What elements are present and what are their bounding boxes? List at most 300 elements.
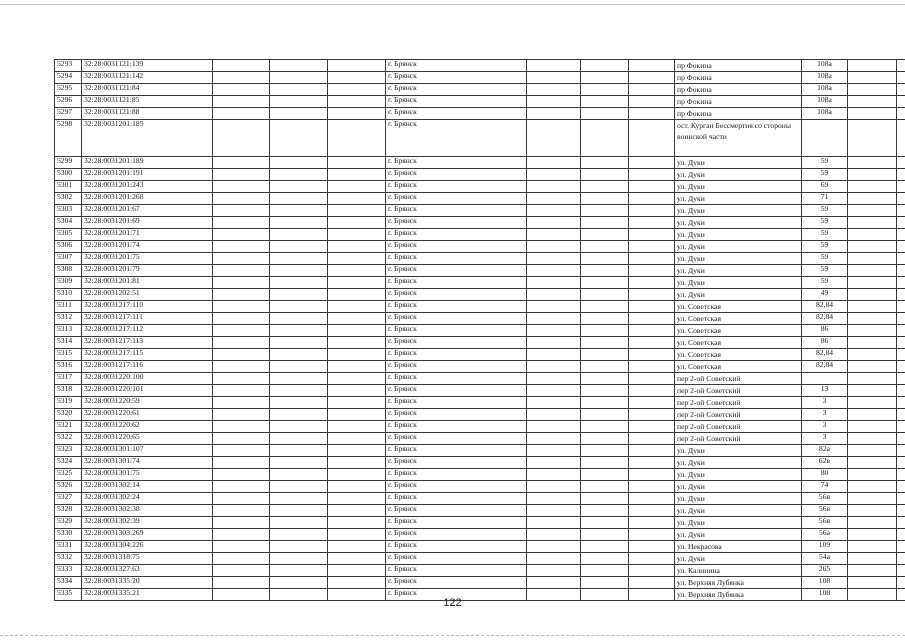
empty-cell bbox=[848, 397, 897, 409]
empty-cell bbox=[629, 517, 675, 529]
empty-cell bbox=[581, 541, 629, 553]
cadastral-number-cell: 32:28:0031217:115 bbox=[82, 349, 213, 361]
house-number-cell: 69 bbox=[802, 181, 848, 193]
empty-cell bbox=[848, 421, 897, 433]
table-row bbox=[55, 433, 905, 445]
city-cell: г. Брянск bbox=[386, 529, 527, 541]
empty-cell bbox=[848, 277, 897, 289]
empty-cell bbox=[629, 277, 675, 289]
table-row bbox=[55, 229, 905, 241]
house-number-cell: 59 bbox=[802, 157, 848, 169]
empty-cell bbox=[897, 120, 905, 157]
cadastral-number-cell: 32:28:0031201:69 bbox=[82, 217, 213, 229]
row-number-cell: 5319 bbox=[55, 397, 82, 409]
empty-cell bbox=[848, 469, 897, 481]
empty-cell bbox=[629, 337, 675, 349]
empty-cell bbox=[897, 481, 905, 493]
street-cell: ул. Дуки bbox=[675, 517, 802, 529]
scan-edge-top bbox=[0, 4, 905, 6]
house-number-cell: 82,84 bbox=[802, 313, 848, 325]
empty-cell bbox=[897, 577, 905, 589]
table-row bbox=[55, 60, 905, 72]
street-cell: ул. Дуки bbox=[675, 445, 802, 457]
empty-cell bbox=[213, 541, 270, 553]
cadastral-number-cell: 32:28:0031220:65 bbox=[82, 433, 213, 445]
house-number-cell: 54а bbox=[802, 553, 848, 565]
empty-cell bbox=[629, 409, 675, 421]
empty-cell bbox=[213, 60, 270, 72]
empty-cell bbox=[581, 349, 629, 361]
empty-cell bbox=[629, 108, 675, 120]
empty-cell bbox=[581, 313, 629, 325]
empty-cell bbox=[581, 205, 629, 217]
table-row bbox=[55, 349, 905, 361]
empty-cell bbox=[629, 205, 675, 217]
empty-cell bbox=[581, 277, 629, 289]
empty-cell bbox=[328, 565, 386, 577]
empty-cell bbox=[270, 325, 328, 337]
empty-cell bbox=[270, 120, 328, 157]
table-row bbox=[55, 337, 905, 349]
empty-cell bbox=[897, 349, 905, 361]
empty-cell bbox=[270, 289, 328, 301]
empty-cell bbox=[213, 373, 270, 385]
empty-cell bbox=[581, 325, 629, 337]
cadastral-number-cell: 32:28:0031201:189 bbox=[82, 157, 213, 169]
empty-cell bbox=[629, 565, 675, 577]
empty-cell bbox=[629, 301, 675, 313]
empty-cell bbox=[328, 409, 386, 421]
empty-cell bbox=[213, 529, 270, 541]
empty-cell bbox=[270, 349, 328, 361]
empty-cell bbox=[213, 505, 270, 517]
row-number-cell: 5303 bbox=[55, 205, 82, 217]
empty-cell bbox=[848, 265, 897, 277]
cadastral-number-cell: 32:28:0031335:21 bbox=[82, 589, 213, 601]
cadastral-number-cell: 32:28:0031220:101 bbox=[82, 385, 213, 397]
empty-cell bbox=[328, 72, 386, 84]
empty-cell bbox=[213, 445, 270, 457]
empty-cell bbox=[213, 157, 270, 169]
cadastral-number-cell: 32:28:0031301:75 bbox=[82, 469, 213, 481]
city-cell: г. Брянск bbox=[386, 589, 527, 601]
empty-cell bbox=[527, 169, 581, 181]
empty-cell bbox=[897, 529, 905, 541]
empty-cell bbox=[270, 505, 328, 517]
empty-cell bbox=[328, 541, 386, 553]
street-cell: ул. Дуки bbox=[675, 265, 802, 277]
cadastral-number-cell: 32:28:0031121:85 bbox=[82, 96, 213, 108]
table-row bbox=[55, 289, 905, 301]
row-number-cell: 5308 bbox=[55, 265, 82, 277]
city-cell: г. Брянск bbox=[386, 397, 527, 409]
empty-cell bbox=[328, 361, 386, 373]
cadastral-number-cell: 32:28:0031201:71 bbox=[82, 229, 213, 241]
empty-cell bbox=[328, 96, 386, 108]
table-row bbox=[55, 409, 905, 421]
empty-cell bbox=[270, 157, 328, 169]
city-cell: г. Брянск bbox=[386, 565, 527, 577]
empty-cell bbox=[328, 181, 386, 193]
cadastral-number-cell: 32:28:0031201:185 bbox=[82, 120, 213, 157]
empty-cell bbox=[848, 84, 897, 96]
empty-cell bbox=[270, 397, 328, 409]
table-row bbox=[55, 72, 905, 84]
empty-cell bbox=[629, 181, 675, 193]
row-number-cell: 5326 bbox=[55, 481, 82, 493]
city-cell: г. Брянск bbox=[386, 277, 527, 289]
house-number-cell: 109 bbox=[802, 541, 848, 553]
empty-cell bbox=[328, 433, 386, 445]
table-row bbox=[55, 397, 905, 409]
empty-cell bbox=[527, 205, 581, 217]
empty-cell bbox=[848, 361, 897, 373]
row-number-cell: 5305 bbox=[55, 229, 82, 241]
house-number-cell: 59 bbox=[802, 217, 848, 229]
empty-cell bbox=[848, 313, 897, 325]
cadastral-number-cell: 32:28:0031201:74 bbox=[82, 241, 213, 253]
cadastral-number-cell: 32:28:0031302:14 bbox=[82, 481, 213, 493]
empty-cell bbox=[897, 325, 905, 337]
empty-cell bbox=[213, 253, 270, 265]
city-cell: г. Брянск bbox=[386, 229, 527, 241]
scan-edge-bottom bbox=[0, 635, 905, 637]
empty-cell bbox=[270, 457, 328, 469]
empty-cell bbox=[581, 301, 629, 313]
empty-cell bbox=[629, 217, 675, 229]
empty-cell bbox=[629, 457, 675, 469]
empty-cell bbox=[270, 481, 328, 493]
empty-cell bbox=[527, 409, 581, 421]
cadastral-number-cell: 32:28:0031217:116 bbox=[82, 361, 213, 373]
empty-cell bbox=[527, 253, 581, 265]
empty-cell bbox=[270, 181, 328, 193]
empty-cell bbox=[270, 313, 328, 325]
table-row bbox=[55, 301, 905, 313]
city-cell: г. Брянск bbox=[386, 409, 527, 421]
empty-cell bbox=[629, 60, 675, 72]
house-number-cell: 108а bbox=[802, 84, 848, 96]
street-cell: ул. Дуки bbox=[675, 469, 802, 481]
empty-cell bbox=[848, 217, 897, 229]
cadastral-number-cell: 32:28:0031201:81 bbox=[82, 277, 213, 289]
row-number-cell: 5335 bbox=[55, 589, 82, 601]
city-cell: г. Брянск bbox=[386, 265, 527, 277]
empty-cell bbox=[328, 301, 386, 313]
empty-cell bbox=[629, 96, 675, 108]
cadastral-number-cell: 32:28:0031202:51 bbox=[82, 289, 213, 301]
cadastral-number-cell: 32:28:0031318:75 bbox=[82, 553, 213, 565]
city-cell: г. Брянск bbox=[386, 241, 527, 253]
house-number-cell: 3 bbox=[802, 397, 848, 409]
table-row bbox=[55, 493, 905, 505]
empty-cell bbox=[848, 337, 897, 349]
house-number-cell: 108 bbox=[802, 577, 848, 589]
city-cell: г. Брянск bbox=[386, 169, 527, 181]
empty-cell bbox=[270, 565, 328, 577]
empty-cell bbox=[629, 553, 675, 565]
empty-cell bbox=[270, 385, 328, 397]
empty-cell bbox=[328, 205, 386, 217]
city-cell: г. Брянск bbox=[386, 84, 527, 96]
empty-cell bbox=[527, 517, 581, 529]
empty-cell bbox=[328, 289, 386, 301]
house-number-cell: 82а bbox=[802, 445, 848, 457]
empty-cell bbox=[897, 96, 905, 108]
house-number-cell: 82,84 bbox=[802, 301, 848, 313]
city-cell: г. Брянск bbox=[386, 505, 527, 517]
empty-cell bbox=[629, 433, 675, 445]
empty-cell bbox=[270, 96, 328, 108]
empty-cell bbox=[629, 385, 675, 397]
cadastral-number-cell: 32:28:0031217:113 bbox=[82, 337, 213, 349]
empty-cell bbox=[270, 169, 328, 181]
table-row bbox=[55, 385, 905, 397]
cadastral-number-cell: 32:28:0031121:139 bbox=[82, 60, 213, 72]
empty-cell bbox=[328, 193, 386, 205]
empty-cell bbox=[328, 84, 386, 96]
empty-cell bbox=[527, 301, 581, 313]
street-cell: пер 2-ой Советский bbox=[675, 397, 802, 409]
table-row bbox=[55, 361, 905, 373]
empty-cell bbox=[328, 553, 386, 565]
empty-cell bbox=[527, 193, 581, 205]
empty-cell bbox=[270, 517, 328, 529]
empty-cell bbox=[897, 265, 905, 277]
cadastral-number-cell: 32:28:0031201:191 bbox=[82, 169, 213, 181]
empty-cell bbox=[897, 253, 905, 265]
table-row bbox=[55, 84, 905, 96]
empty-cell bbox=[848, 325, 897, 337]
row-number-cell: 5302 bbox=[55, 193, 82, 205]
row-number-cell: 5329 bbox=[55, 517, 82, 529]
row-number-cell: 5333 bbox=[55, 565, 82, 577]
row-number-cell: 5297 bbox=[55, 108, 82, 120]
empty-cell bbox=[629, 397, 675, 409]
empty-cell bbox=[213, 120, 270, 157]
street-cell: ул. Верхняя Лубянка bbox=[675, 589, 802, 601]
table-row bbox=[55, 541, 905, 553]
cadastral-number-cell: 32:28:0031220:61 bbox=[82, 409, 213, 421]
empty-cell bbox=[270, 84, 328, 96]
street-cell: ул. Дуки bbox=[675, 157, 802, 169]
empty-cell bbox=[213, 313, 270, 325]
empty-cell bbox=[527, 577, 581, 589]
row-number-cell: 5296 bbox=[55, 96, 82, 108]
empty-cell bbox=[848, 541, 897, 553]
table-row bbox=[55, 553, 905, 565]
street-cell: ул. Дуки bbox=[675, 169, 802, 181]
row-number-cell: 5306 bbox=[55, 241, 82, 253]
row-number-cell: 5294 bbox=[55, 72, 82, 84]
empty-cell bbox=[213, 421, 270, 433]
empty-cell bbox=[527, 60, 581, 72]
empty-cell bbox=[328, 481, 386, 493]
empty-cell bbox=[270, 553, 328, 565]
empty-cell bbox=[213, 277, 270, 289]
empty-cell bbox=[581, 373, 629, 385]
empty-cell bbox=[848, 120, 897, 157]
empty-cell bbox=[848, 108, 897, 120]
empty-cell bbox=[213, 193, 270, 205]
page-number: 122 bbox=[443, 597, 462, 609]
house-number-cell: 86 bbox=[802, 325, 848, 337]
empty-cell bbox=[527, 373, 581, 385]
house-number-cell: 108а bbox=[802, 72, 848, 84]
empty-cell bbox=[848, 60, 897, 72]
empty-cell bbox=[527, 157, 581, 169]
empty-cell bbox=[897, 553, 905, 565]
empty-cell bbox=[213, 265, 270, 277]
empty-cell bbox=[213, 241, 270, 253]
city-cell: г. Брянск bbox=[386, 385, 527, 397]
empty-cell bbox=[328, 457, 386, 469]
row-number-cell: 5313 bbox=[55, 325, 82, 337]
empty-cell bbox=[629, 529, 675, 541]
empty-cell bbox=[581, 265, 629, 277]
street-cell: пер 2-ой Советский bbox=[675, 433, 802, 445]
row-number-cell: 5315 bbox=[55, 349, 82, 361]
table-row bbox=[55, 373, 905, 385]
empty-cell bbox=[213, 409, 270, 421]
empty-cell bbox=[213, 517, 270, 529]
empty-cell bbox=[527, 421, 581, 433]
empty-cell bbox=[328, 253, 386, 265]
house-number-cell bbox=[802, 373, 848, 385]
empty-cell bbox=[213, 361, 270, 373]
empty-cell bbox=[848, 72, 897, 84]
empty-cell bbox=[581, 505, 629, 517]
empty-cell bbox=[581, 60, 629, 72]
empty-cell bbox=[848, 289, 897, 301]
empty-cell bbox=[629, 481, 675, 493]
row-number-cell: 5307 bbox=[55, 253, 82, 265]
empty-cell bbox=[848, 205, 897, 217]
row-number-cell: 5304 bbox=[55, 217, 82, 229]
empty-cell bbox=[213, 181, 270, 193]
empty-cell bbox=[897, 517, 905, 529]
row-number-cell: 5311 bbox=[55, 301, 82, 313]
street-cell: пр Фокина bbox=[675, 72, 802, 84]
empty-cell bbox=[213, 108, 270, 120]
street-cell: ул. Дуки bbox=[675, 193, 802, 205]
house-number-cell: 56в bbox=[802, 493, 848, 505]
row-number-cell: 5330 bbox=[55, 529, 82, 541]
empty-cell bbox=[848, 301, 897, 313]
empty-cell bbox=[270, 577, 328, 589]
row-number-cell: 5316 bbox=[55, 361, 82, 373]
empty-cell bbox=[527, 553, 581, 565]
city-cell: г. Брянск bbox=[386, 433, 527, 445]
row-number-cell: 5314 bbox=[55, 337, 82, 349]
empty-cell bbox=[328, 337, 386, 349]
row-number-cell: 5298 bbox=[55, 120, 82, 157]
row-number-cell: 5318 bbox=[55, 385, 82, 397]
empty-cell bbox=[328, 241, 386, 253]
empty-cell bbox=[527, 361, 581, 373]
row-number-cell: 5300 bbox=[55, 169, 82, 181]
city-cell: г. Брянск bbox=[386, 577, 527, 589]
house-number-cell: 71 bbox=[802, 193, 848, 205]
city-cell: г. Брянск bbox=[386, 193, 527, 205]
empty-cell bbox=[629, 469, 675, 481]
cadastral-number-cell: 32:28:0031301:107 bbox=[82, 445, 213, 457]
city-cell: г. Брянск bbox=[386, 445, 527, 457]
cadastral-number-cell: 32:28:0031301:74 bbox=[82, 457, 213, 469]
street-cell: ул. Дуки bbox=[675, 217, 802, 229]
empty-cell bbox=[213, 397, 270, 409]
empty-cell bbox=[897, 421, 905, 433]
empty-cell bbox=[629, 349, 675, 361]
empty-cell bbox=[527, 181, 581, 193]
house-number-cell: 56а bbox=[802, 529, 848, 541]
empty-cell bbox=[328, 277, 386, 289]
empty-cell bbox=[328, 217, 386, 229]
table-row bbox=[55, 529, 905, 541]
empty-cell bbox=[629, 120, 675, 157]
empty-cell bbox=[527, 505, 581, 517]
street-cell: пер 2-ой Советский bbox=[675, 373, 802, 385]
cadastral-number-cell: 32:28:0031121:142 bbox=[82, 72, 213, 84]
empty-cell bbox=[328, 157, 386, 169]
cadastral-number-cell: 32:28:0031302:24 bbox=[82, 493, 213, 505]
row-number-cell: 5323 bbox=[55, 445, 82, 457]
empty-cell bbox=[629, 289, 675, 301]
empty-cell bbox=[213, 433, 270, 445]
cadastral-number-cell: 32:28:0031217:112 bbox=[82, 325, 213, 337]
empty-cell bbox=[581, 181, 629, 193]
table-row bbox=[55, 445, 905, 457]
empty-cell bbox=[328, 517, 386, 529]
row-number-cell: 5334 bbox=[55, 577, 82, 589]
house-number-cell: 59 bbox=[802, 241, 848, 253]
empty-cell bbox=[848, 229, 897, 241]
empty-cell bbox=[213, 337, 270, 349]
empty-cell bbox=[581, 169, 629, 181]
empty-cell bbox=[213, 469, 270, 481]
city-cell: г. Брянск bbox=[386, 421, 527, 433]
house-number-cell: 82,84 bbox=[802, 361, 848, 373]
empty-cell bbox=[270, 493, 328, 505]
empty-cell bbox=[629, 241, 675, 253]
table-row bbox=[55, 325, 905, 337]
street-cell: ул. Калинина bbox=[675, 565, 802, 577]
cadastral-number-cell: 32:28:0031304:226 bbox=[82, 541, 213, 553]
city-cell: г. Брянск bbox=[386, 205, 527, 217]
empty-cell bbox=[581, 493, 629, 505]
table-row bbox=[55, 181, 905, 193]
empty-cell bbox=[629, 253, 675, 265]
empty-cell bbox=[581, 481, 629, 493]
empty-cell bbox=[213, 96, 270, 108]
empty-cell bbox=[328, 493, 386, 505]
street-cell: ул. Дуки bbox=[675, 553, 802, 565]
empty-cell bbox=[328, 385, 386, 397]
row-number-cell: 5293 bbox=[55, 60, 82, 72]
empty-cell bbox=[328, 60, 386, 72]
empty-cell bbox=[897, 313, 905, 325]
empty-cell bbox=[581, 421, 629, 433]
empty-cell bbox=[213, 72, 270, 84]
city-cell: г. Брянск bbox=[386, 60, 527, 72]
house-number-cell: 265 bbox=[802, 565, 848, 577]
city-cell: г. Брянск bbox=[386, 481, 527, 493]
house-number-cell: 49 bbox=[802, 289, 848, 301]
empty-cell bbox=[213, 229, 270, 241]
empty-cell bbox=[897, 84, 905, 96]
house-number-cell: 3 bbox=[802, 409, 848, 421]
cadastral-number-cell: 32:28:0031220:59 bbox=[82, 397, 213, 409]
